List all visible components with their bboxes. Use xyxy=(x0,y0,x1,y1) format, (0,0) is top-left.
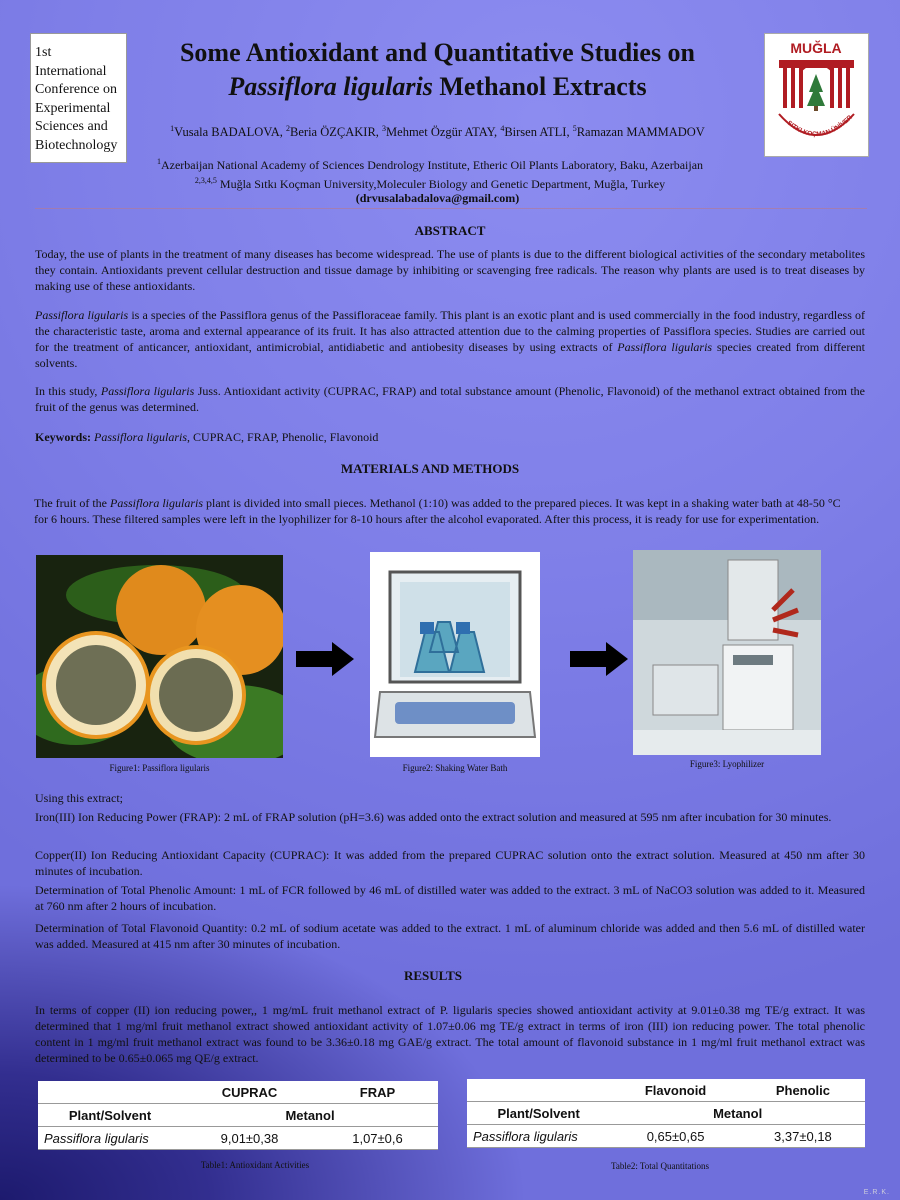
affiliations xyxy=(120,154,740,192)
affiliation-1 xyxy=(120,154,740,173)
species-name: Passiflora ligularis xyxy=(100,384,195,398)
results-paragraph: In terms of copper (II) ion reducing power,, 1 mg/mL fruit methanol extract of P. ligularis species showed antioxidant activity at 9.01±0.38 mg TE/g extract. It was determined that 1 mg/ml fruit methanol extract showed antioxidant activity of 1.07±0.06 mg TE/g extract in terms of iron (III) ion reducing power. The total phenolic content in 1 mg/ml fruit methanol extract was found to be 3.36±0.18 mg GAE/g extract. The total amount of flavonoid substance in 1 mg/ml fruit methanol extract was determined to be 0.65±0.065 mg QE/g extract. xyxy=(35,1003,865,1065)
abstract-paragraph-2 xyxy=(35,307,865,371)
methods-intro: Using this extract; xyxy=(35,791,123,805)
table-cell xyxy=(38,1081,182,1104)
conference-line: International xyxy=(35,63,107,79)
author-sup: 5 xyxy=(572,124,577,133)
author-sup: 4 xyxy=(500,124,505,133)
table-cell: Passiflora ligularis xyxy=(38,1127,182,1150)
author-name: Beria ÖZÇAKIR, xyxy=(290,125,383,140)
paragraph-text: species created from different solvents. xyxy=(35,340,865,370)
species-name: Passiflora ligularis xyxy=(91,430,188,444)
table-2-caption: Table2: Total Quantitations xyxy=(610,1161,710,1171)
method-frap: Iron(III) Ion Reducing Power (FRAP): 2 mL of FRAP solution (pH=3.6) was added onto the extract solution and measured at 595 nm after incubation for 30 minutes. xyxy=(35,810,832,824)
figure-2-caption: Figure2: Shaking Water Bath xyxy=(402,763,508,773)
method-flavonoid: Determination of Total Flavonoid Quantity: 0.2 mL of sodium acetate was added to the extract. 1 mL of aluminum chloride was added and then 5.6 mL of distilled water was added. Measured at 415 nm after 30 minutes of incubation. xyxy=(35,921,865,951)
keywords xyxy=(35,429,865,445)
author-list xyxy=(140,124,735,140)
figure-2-image xyxy=(370,552,540,757)
table-antioxidant xyxy=(38,1081,438,1150)
logo-ring-text: SITKI KOÇMAN ÜNİVER xyxy=(785,114,854,139)
title-rest: Methanol Extracts xyxy=(432,72,647,101)
paragraph-text: plant is divided into small pieces. Methanol (1:10) was added to the prepared pieces. It was kept in a shaking water bath at 48-50 °C for 6 hours. These filtered samples were left in the lyophilizer for 8-10 hours after the alcohol evaporated. After this process, it is ready for use for experimentation. xyxy=(34,496,841,526)
affiliation-sup: 2,3,4,5 xyxy=(194,176,217,185)
figure-3-image xyxy=(633,550,821,755)
affiliation-text: Muğla Sıtkı Koçman University,Moleculer Biology and Genetic Department, Muğla, Turkey xyxy=(216,177,666,191)
author-name: Ramazan MAMMADOV xyxy=(576,125,705,140)
author-name: Mehmet Özgür ATAY, xyxy=(386,125,501,140)
table-header: CUPRAC xyxy=(182,1081,317,1104)
lyophilizer-icon xyxy=(633,550,821,755)
table-header: FRAP xyxy=(317,1081,438,1104)
table-header: Flavonoid xyxy=(610,1079,741,1102)
author-sup: 1 xyxy=(170,124,175,133)
conference-line: Sciences and xyxy=(35,119,108,134)
table-header: Plant/Solvent xyxy=(38,1104,182,1127)
university-logo xyxy=(764,33,869,157)
paragraph-text: The fruit of the xyxy=(34,496,110,510)
poster-title xyxy=(140,36,735,104)
table-row xyxy=(467,1102,865,1125)
contact-email[interactable]: (drvusalabadalova@gmail.com) xyxy=(355,191,520,205)
table-row xyxy=(467,1125,865,1148)
figure-3-caption: Figure3: Lyophilizer xyxy=(689,759,765,769)
keywords-label: Keywords: xyxy=(35,430,91,444)
table-header: Phenolic xyxy=(741,1079,865,1102)
methods-paragraph xyxy=(34,495,844,527)
conference-line: Biotechnology xyxy=(35,137,118,153)
abstract-paragraph-3 xyxy=(35,383,865,415)
title-species: Passiflora ligularis xyxy=(228,72,433,101)
table-cell: 1,07±0,6 xyxy=(317,1127,438,1150)
author-sup: 3 xyxy=(382,124,387,133)
figure-1-image xyxy=(36,555,283,758)
table-header: Metanol xyxy=(182,1104,438,1127)
methods-heading: MATERIALS AND METHODS xyxy=(340,461,520,476)
table-cell: 9,01±0,38 xyxy=(182,1127,317,1150)
conference-line: Conference on xyxy=(35,82,118,97)
logo-text: MUĞLA xyxy=(790,40,842,56)
table-1-caption: Table1: Antioxidant Activities xyxy=(200,1160,310,1170)
water-bath-icon xyxy=(370,552,540,757)
author-sup: 2 xyxy=(286,124,291,133)
title-line-2 xyxy=(140,70,735,104)
paragraph-text: Juss. Antioxidant activity (CUPRAC, FRAP) and total substance amount (Phenolic, Flavonoid) of the methanol extract obtained from the fruit of the genus was determined. xyxy=(35,384,865,414)
title-line-1: Some Antioxidant and Quantitative Studies on xyxy=(179,38,696,67)
table-cell: 3,37±0,18 xyxy=(741,1125,865,1148)
header-divider xyxy=(35,208,867,209)
signature: E.R.K. xyxy=(863,1189,890,1196)
arrow-right-icon xyxy=(570,642,628,676)
keywords-list: , CUPRAC, FRAP, Phenolic, Flavonoid xyxy=(187,430,379,444)
table-cell: 0,65±0,65 xyxy=(610,1125,741,1148)
species-name: Passiflora ligularis xyxy=(35,308,129,322)
results-heading: RESULTS xyxy=(403,968,463,983)
affiliation-2 xyxy=(120,173,740,192)
paragraph-text: is a species of the Passiflora genus of the Passifloraceae family. This plant is an exotic plant and is used commercially in the food industry, regardless of the characteristic taste, aroma and external appearance of its fruit. It has also attracted attention due to the calming properties of Passiflora species. Studies are carried out for the treatment of anticancer, antioxidant, antimicrobial, antidiabetic and antiobesity diseases by using extracts of xyxy=(35,308,865,354)
table-row xyxy=(467,1079,865,1102)
abstract-paragraph-1: Today, the use of plants in the treatment of many diseases has become widespread. The use of plants is due to the different biological activities of the secondary metabolites they contain. Antioxidants prevent cellular destruction and tissue damage by inhibiting or scavenging free radicals. The reason why plants are used is to treat diseases by making use of these antioxidants. xyxy=(35,247,865,293)
species-name: Passiflora ligularis xyxy=(109,496,204,510)
affiliation-text: Azerbaijan National Academy of Sciences Dendrology Institute, Etheric Oil Plants Laboratory, Baku, Azerbaijan xyxy=(160,158,704,172)
conference-line: Experimental xyxy=(35,100,111,116)
table-row xyxy=(38,1104,438,1127)
author-name: Birsen ATLI, xyxy=(504,125,573,140)
table-cell xyxy=(467,1079,610,1102)
table-row xyxy=(38,1127,438,1150)
conference-box xyxy=(30,33,127,163)
method-cuprac: Copper(II) Ion Reducing Antioxidant Capacity (CUPRAC): It was added from the prepared CUPRAC solution onto the extract solution. Measured at 450 nm after 30 minutes of incubation. xyxy=(35,848,865,878)
arrow-right-icon xyxy=(296,642,354,676)
paragraph-text: In this study, xyxy=(35,384,101,398)
affiliation-sup: 1 xyxy=(156,157,161,166)
table-quantitations xyxy=(467,1079,865,1148)
species-name: Passiflora ligularis xyxy=(617,340,713,354)
table-cell: Passiflora ligularis xyxy=(467,1125,610,1148)
logo-emblem-icon xyxy=(765,34,868,156)
method-phenolic: Determination of Total Phenolic Amount: 1 mL of FCR followed by 46 mL of distilled water was added to the extract. 3 mL of NaCO3 solution was added to it. Measured at 760 nm after 2 hours of incubation. xyxy=(35,883,865,913)
table-row xyxy=(38,1081,438,1104)
passion-fruit-icon xyxy=(36,555,283,758)
table-header: Plant/Solvent xyxy=(467,1102,610,1125)
figure-1-caption: Figure1: Passiflora ligularis xyxy=(109,763,210,773)
conference-line: 1st xyxy=(35,45,52,60)
author-name: Vusala BADALOVA, xyxy=(174,125,287,140)
abstract-heading: ABSTRACT xyxy=(414,223,486,238)
table-header: Metanol xyxy=(610,1102,865,1125)
